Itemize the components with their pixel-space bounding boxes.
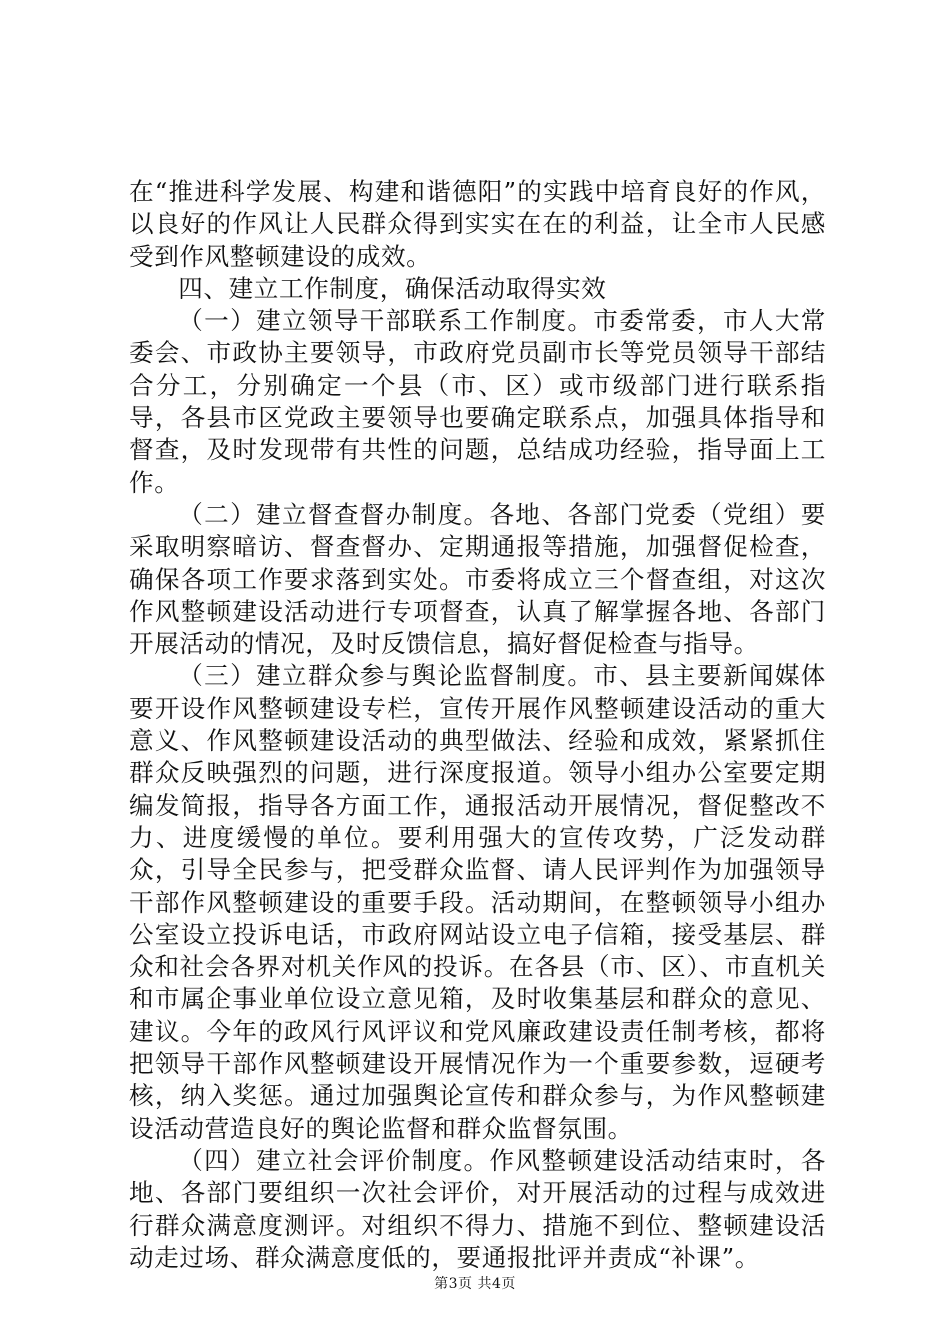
paragraph-continuation: 在“推进科学发展、构建和谐德阳”的实践中培育良好的作风，以良好的作风让人民群众得到实实在在的利益，让全市人民感受到作风整顿建设的成效。 — [129, 177, 826, 271]
paragraph-public-participation-system: （三）建立群众参与舆论监督制度。市、县主要新闻媒体要开设作风整顿建设专栏，宣传开展作风整顿建设活动的重大意义、作风整顿建设活动的典型做法、经验和成效，紧紧抓住群众反映强烈的问题，进行深度报道。领导小组办公室要定期编发简报，指导各方面工作，通报活动开展情况，督促整改不力、进度缓慢的单位。要利用强大的宣传攻势，广泛发动群众，引导全民参与，把受群众监督、请人民评判作为加强领导干部作风整顿建设的重要手段。活动期间，在整顿领导小组办公室设立投诉电话，市政府网站设立电子信箱，接受基层、群众和社会各界对机关作风的投诉。在各县（市、区）、市直机关和市属企事业单位设立意见箱，及时收集基层和群众的意见、建议。今年的政风行风评议和党风廉政建设责任制考核，都将把领导干部作风整顿建设开展情况作为一个重要参数，逗硬考核，纳入奖惩。通过加强舆论宣传和群众参与，为作风整顿建设活动营造良好的舆论监督和群众监督氛围。 — [129, 661, 826, 1143]
paragraph-supervision-system: （二）建立督查督办制度。各地、各部门党委（党组）要采取明察暗访、督查督办、定期通报等措施，加强督促检查，确保各项工作要求落到实处。市委将成立三个督查组，对这次作风整顿建设活动进行专项督查，认真了解掌握各地、各部门开展活动的情况，及时反馈信息，搞好督促检查与指导。 — [129, 499, 826, 659]
paragraph-leader-contact-system: （一）建立领导干部联系工作制度。市委常委，市人大常委会、市政协主要领导，市政府党员副市长等党员领导干部结合分工，分别确定一个县（市、区）或市级部门进行联系指导，各县市区党政主要领导也要确定联系点，加强具体指导和督查，及时发现带有共性的问题，总结成功经验，指导面上工作。 — [129, 306, 826, 497]
page-number-footer: 第3页 共4页 — [434, 1276, 516, 1292]
document-body — [129, 176, 826, 1274]
paragraph-social-evaluation-system: （四）建立社会评价制度。作风整顿建设活动结束时，各地、各部门要组织一次社会评价，对开展活动的过程与成效进行群众满意度测评。对组织不得力、措施不到位、整顿建设活动走过场、群众满意度低的，要通报批评并责成“补课”。 — [129, 1145, 826, 1272]
section-heading: 四、建立工作制度，确保活动取得实效 — [178, 273, 607, 303]
